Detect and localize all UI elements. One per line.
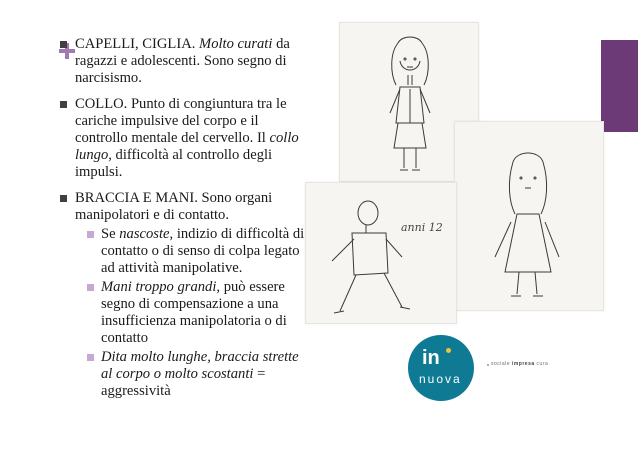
logo-in-text: in [422, 347, 440, 369]
logo-tagline: sociale impresa cura [491, 361, 549, 367]
square-bullet-icon [60, 41, 67, 48]
girl-dress-sketch-icon [455, 122, 605, 312]
logo-nuova-text: nuova [419, 372, 462, 386]
accent-bar [601, 40, 638, 132]
bullet-text: BRACCIA E MANI. Sono organi manipolatori e di contatto. [75, 190, 273, 223]
bullet-collo [60, 96, 310, 181]
bullet-list [60, 36, 310, 409]
sub-bullet-text: Dita molto lunghe, braccia strette al corpo o molto scostanti = aggressività [101, 349, 299, 399]
bullet-text: COLLO. Punto di congiuntura tra le cariche impulsive del corpo e il controllo mentale del cervello. Il collo lungo, difficoltà al controllo degli impulsi. [75, 96, 299, 180]
square-bullet-icon [60, 101, 67, 108]
square-bullet-icon [87, 231, 94, 238]
sub-bullet-text: Mani troppo grandi, può essere segno di compensazione a una insufficienza manipolatoria o di contatto [101, 279, 287, 346]
sub-bullet-mani-grandi [75, 279, 310, 347]
innuova-logo [408, 335, 474, 401]
drawing-girl-dress [454, 121, 604, 311]
sub-bullet-nascoste [75, 226, 310, 277]
sub-bullet-text: Se nascoste, indizio di difficoltà di contatto o di senso di colpa legato ad attività manipolative. [101, 226, 305, 276]
drawing-note: anni 12 [401, 221, 443, 234]
square-bullet-icon [87, 354, 94, 361]
square-bullet-icon [87, 284, 94, 291]
logo-dot-icon [446, 348, 451, 353]
drawing-boy-walking [305, 182, 457, 324]
boy-walking-sketch-icon [306, 183, 458, 325]
bullet-braccia [60, 190, 310, 400]
logo-separator-dot-icon [487, 364, 489, 366]
square-bullet-icon [60, 195, 67, 202]
bullet-capelli [60, 36, 310, 87]
sub-bullet-dita-lunghe [75, 349, 310, 400]
bullet-text: CAPELLI, CIGLIA. Molto curati da ragazzi e adolescenti. Sono segno di narcisismo. [75, 36, 290, 86]
